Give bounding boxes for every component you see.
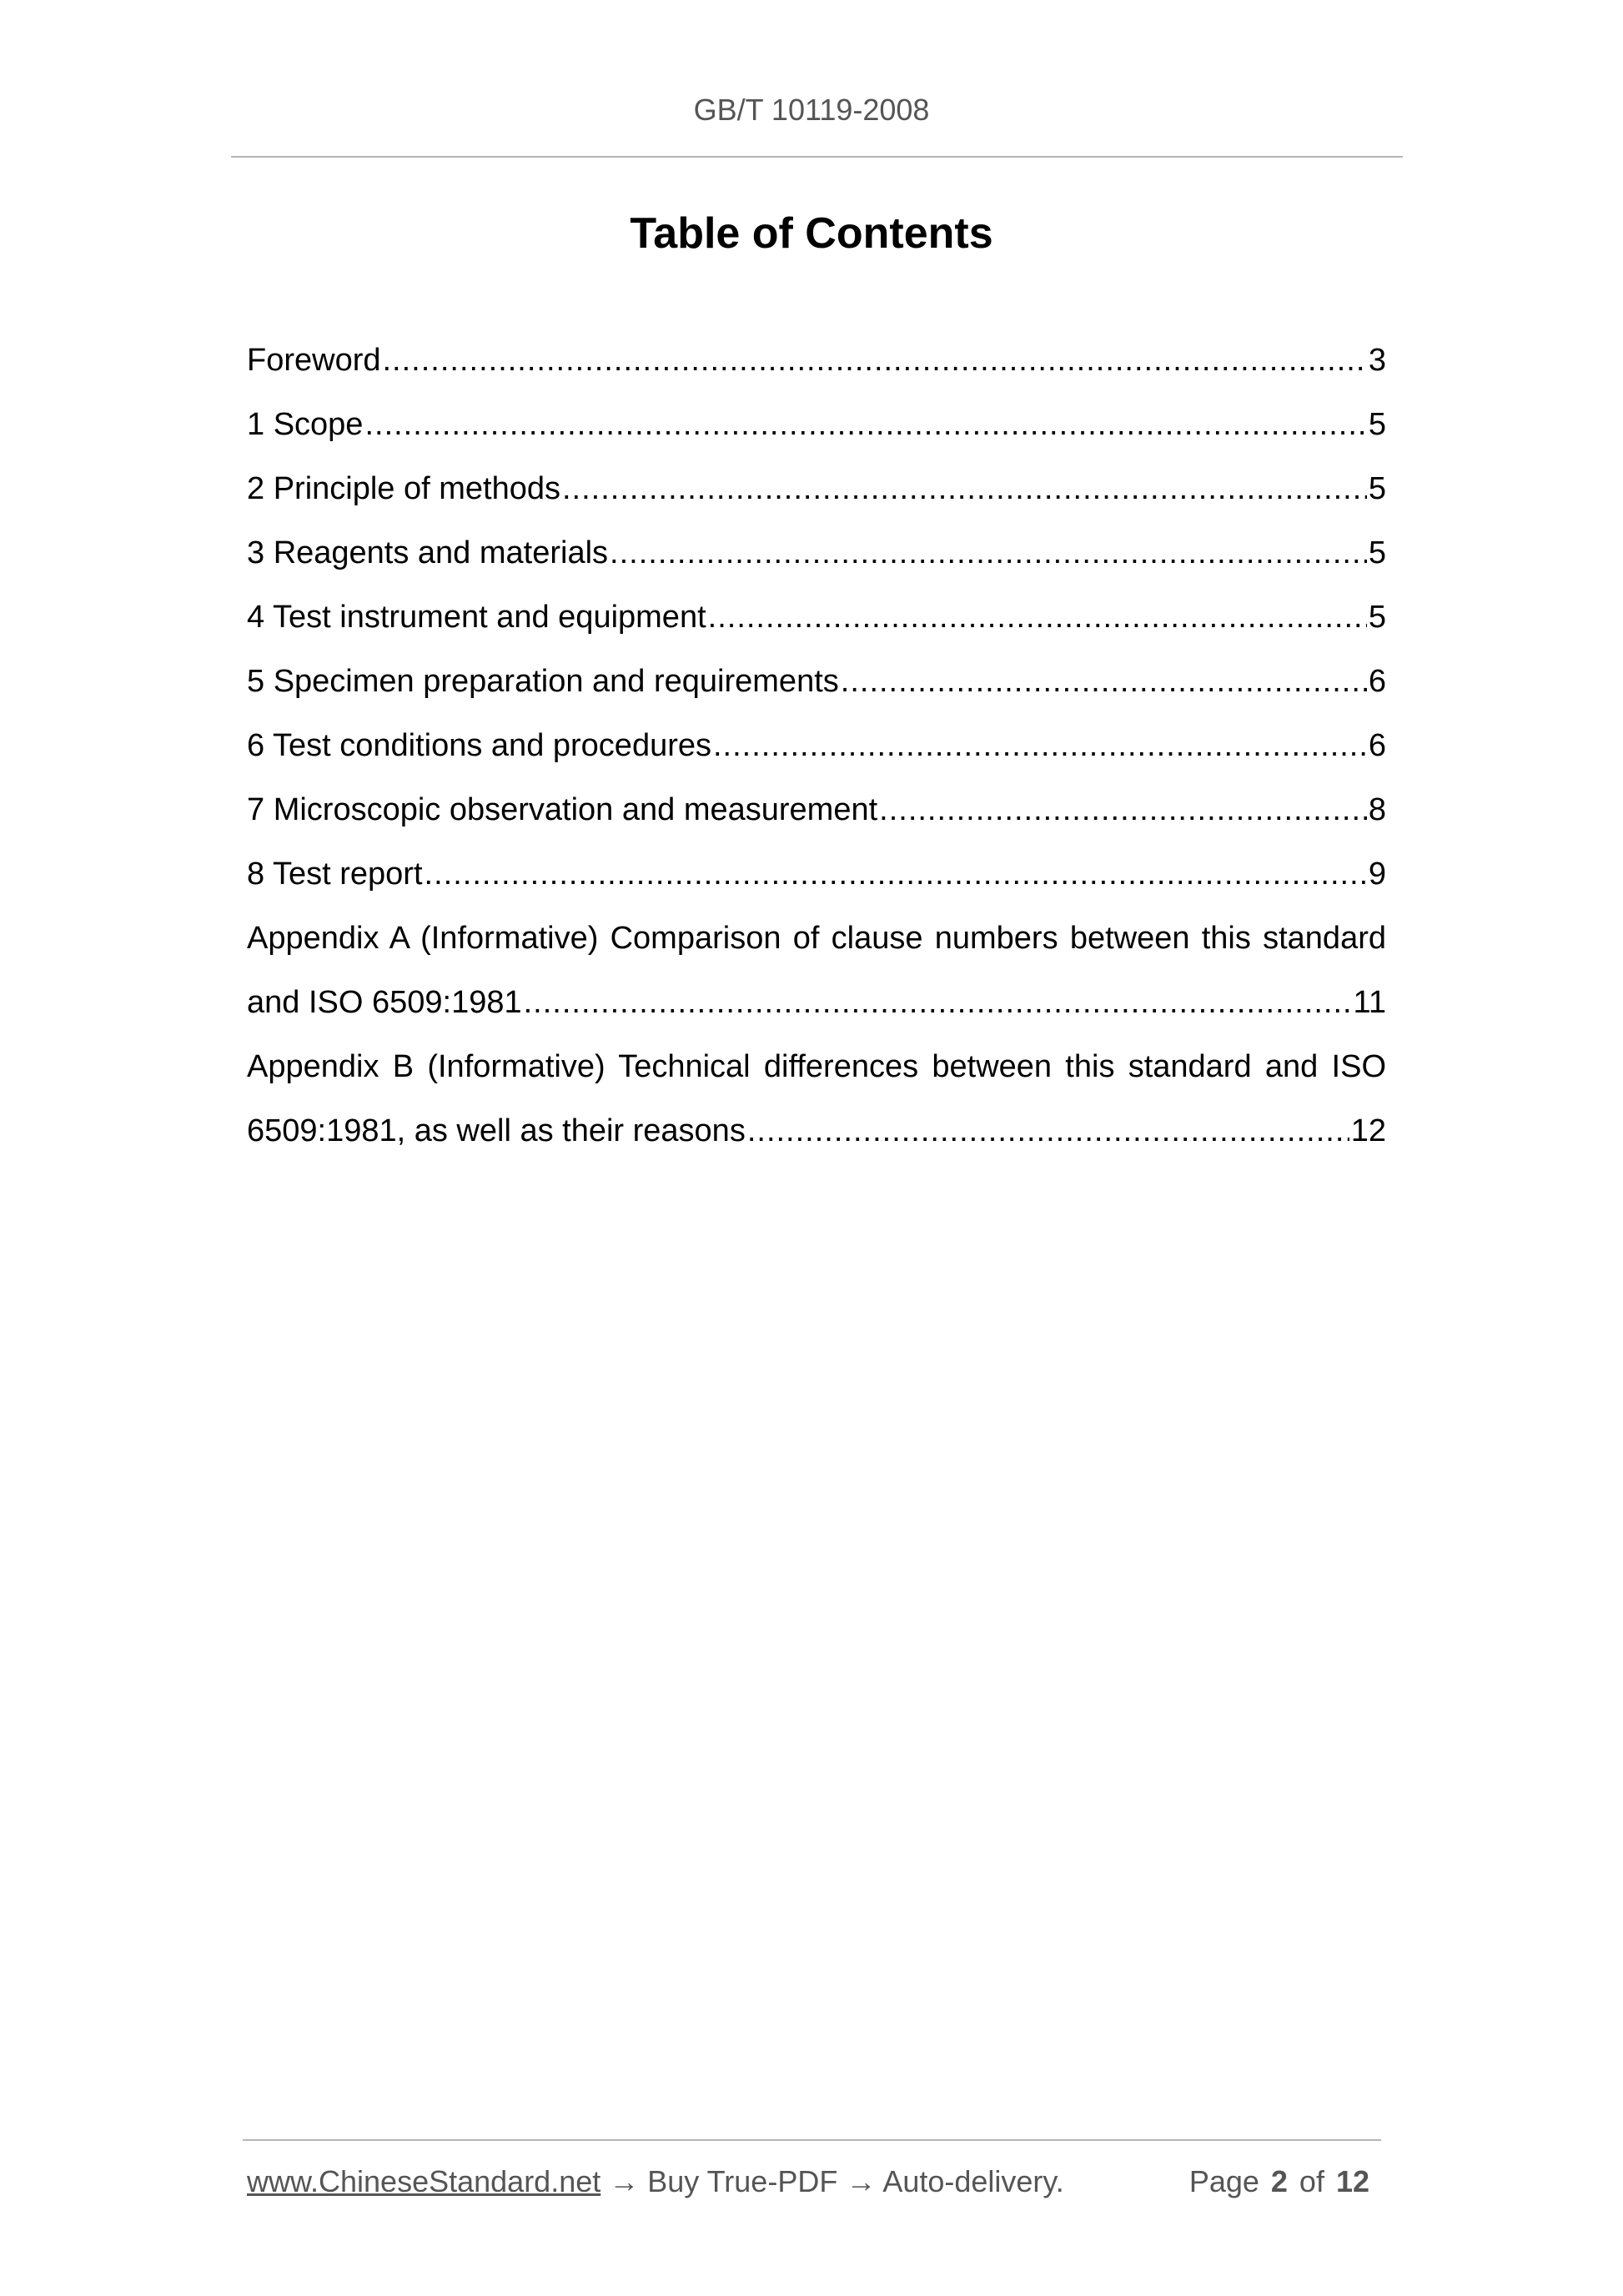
- dot-leader: [879, 778, 1367, 842]
- toc-entry-page: 5: [1368, 471, 1386, 506]
- toc-entry-reagents-and-materials[interactable]: [247, 521, 1386, 585]
- toc-entry-page: 5: [1368, 600, 1386, 635]
- dot-leader: [708, 585, 1367, 650]
- toc-entry-page: 5: [1368, 407, 1386, 442]
- dot-leader: [524, 971, 1352, 1035]
- toc-entry-label: 3 Reagents and materials: [247, 535, 609, 570]
- toc-entry-page: 6: [1368, 664, 1386, 699]
- dot-leader: [747, 1099, 1349, 1163]
- toc-entry-test-report[interactable]: [247, 842, 1386, 907]
- dot-leader: [383, 329, 1367, 393]
- page-title: Table of Contents: [630, 209, 993, 258]
- dot-leader: [364, 393, 1366, 457]
- toc-entry-label: 6509:1981, as well as their reasons: [247, 1113, 746, 1148]
- header-divider: [231, 156, 1403, 158]
- toc-entry-label: 2 Principle of methods: [247, 471, 560, 506]
- page-label: Page: [1188, 2164, 1259, 2198]
- toc-entry-appendix-b-line1[interactable]: Appendix B (Informative) Technical differences between this standard and ISO: [247, 1049, 1386, 1084]
- dot-leader: [425, 842, 1367, 907]
- toc-entry-page: 12: [1350, 1113, 1386, 1148]
- toc-entry-label: 6 Test conditions and procedures: [247, 728, 711, 763]
- footer-promo: [247, 2162, 1064, 2202]
- toc-entry-label: 8 Test report: [247, 857, 423, 892]
- page-footer: [247, 2162, 1381, 2202]
- toc-entry-label: 7 Microscopic observation and measurement: [247, 792, 878, 827]
- footer-divider: [243, 2139, 1381, 2141]
- toc-entry-label: 1 Scope: [247, 407, 364, 442]
- toc-entry-page: 8: [1368, 792, 1386, 827]
- website-link[interactable]: www.ChineseStandard.net: [247, 2164, 601, 2198]
- toc-entry-page: 5: [1368, 535, 1386, 570]
- document-code-header: GB/T 10119-2008: [693, 93, 930, 127]
- toc-entry-test-conditions[interactable]: [247, 714, 1386, 778]
- page-of-label: of: [1299, 2164, 1324, 2198]
- footer-promo-text: → Buy True-PDF → Auto-delivery.: [600, 2164, 1064, 2198]
- toc-entry-test-instrument[interactable]: [247, 585, 1386, 650]
- toc-entry-appendix-a[interactable]: [247, 971, 1386, 1035]
- toc-entry-microscopic-observation[interactable]: [247, 778, 1386, 842]
- toc-entry-appendix-a-line1[interactable]: Appendix A (Informative) Comparison of clause numbers between this standard: [247, 921, 1386, 956]
- toc-entry-foreword[interactable]: [247, 329, 1386, 393]
- toc-entry-specimen-preparation[interactable]: [247, 650, 1386, 714]
- toc-entry-label: 4 Test instrument and equipment: [247, 600, 706, 635]
- toc-entry-appendix-b[interactable]: [247, 1099, 1386, 1163]
- table-of-contents: [247, 329, 1386, 1163]
- dot-leader: [713, 714, 1367, 778]
- page-total: 12: [1335, 2164, 1369, 2198]
- toc-entry-label: Foreword: [247, 343, 381, 378]
- toc-entry-page: 3: [1368, 343, 1386, 378]
- toc-entry-label: 5 Specimen preparation and requirements: [247, 664, 839, 699]
- toc-entry-page: 11: [1353, 985, 1386, 1020]
- toc-entry-scope[interactable]: [247, 393, 1386, 457]
- page-number: [1189, 2162, 1381, 2202]
- toc-entry-principle-of-methods[interactable]: [247, 457, 1386, 521]
- dot-leader: [610, 521, 1367, 585]
- page-current: 2: [1270, 2164, 1288, 2198]
- toc-entry-page: 9: [1368, 857, 1386, 892]
- dot-leader: [841, 650, 1367, 714]
- toc-entry-page: 6: [1368, 728, 1386, 763]
- dot-leader: [562, 457, 1367, 521]
- toc-entry-label: and ISO 6509:1981: [247, 985, 522, 1020]
